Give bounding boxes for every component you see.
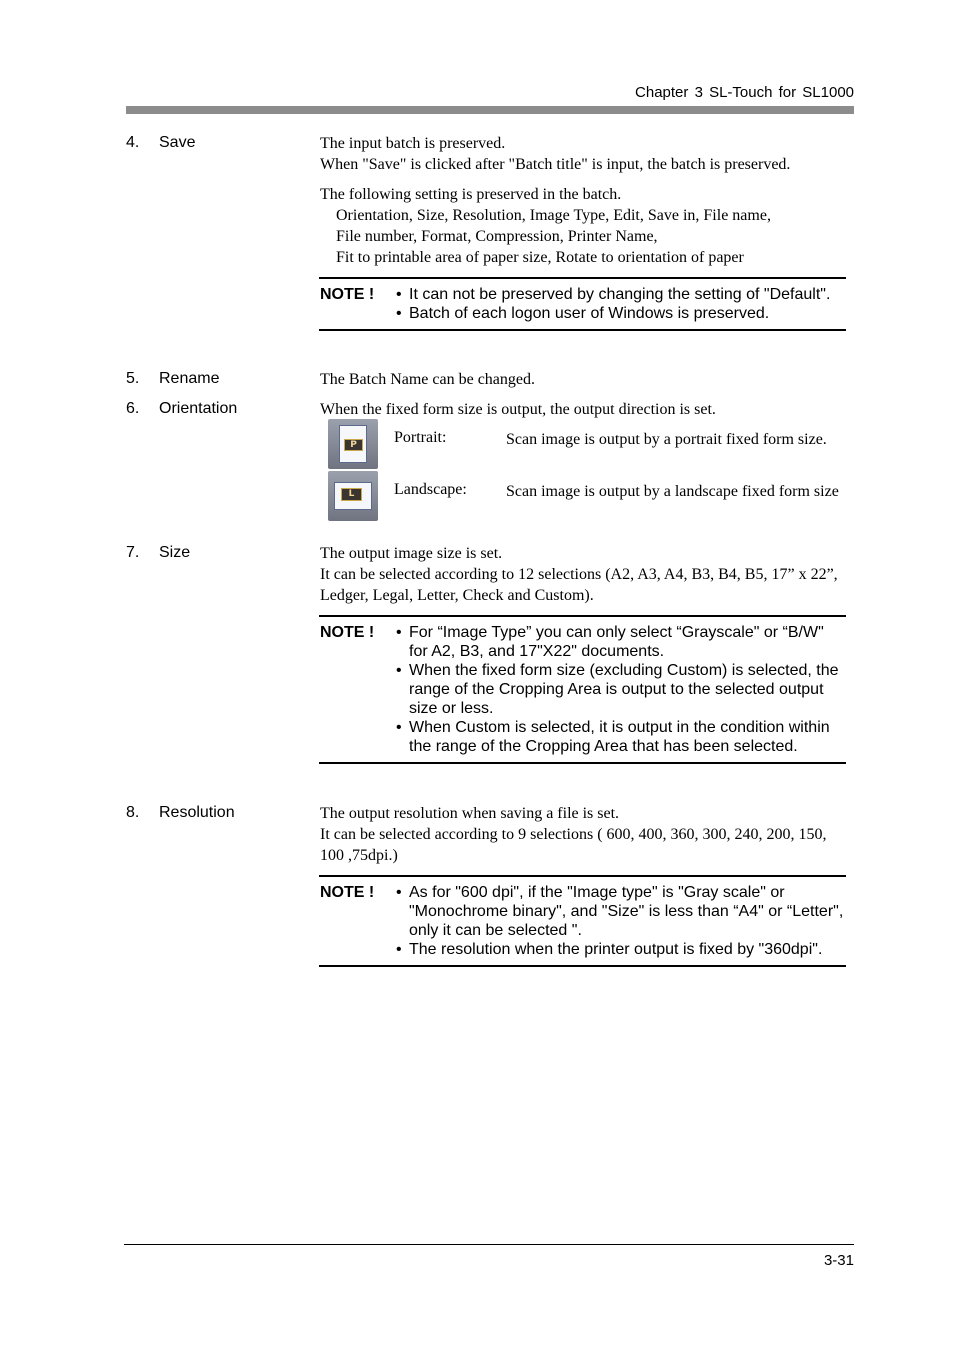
- save-desc-line: The following setting is preserved in the batch.: [320, 186, 622, 203]
- size-desc-line: The output image size is set.: [320, 545, 503, 562]
- chapter-header: Chapter 3 SL-Touch for SL1000: [635, 84, 854, 101]
- save-desc-line: The input batch is preserved.: [320, 135, 506, 152]
- resolution-description: [320, 803, 848, 866]
- section-number: 7.: [126, 544, 140, 561]
- note-label: NOTE !: [320, 884, 375, 901]
- note-item: • Batch of each logon user of Windows is preserved.: [396, 305, 770, 322]
- orientation-description: When the fixed form size is output, the output direction is set.: [320, 401, 716, 418]
- size-description: [320, 543, 848, 606]
- landscape-icon: L: [328, 471, 378, 521]
- orientation-option-portrait: [328, 419, 848, 469]
- section-heading-orientation: [126, 400, 237, 418]
- note-label: NOTE !: [320, 286, 375, 303]
- note-label: NOTE !: [320, 624, 375, 641]
- orientation-label: Landscape:: [394, 481, 467, 498]
- orientation-option-description: Scan image is output by a portrait fixed form size.: [506, 431, 827, 448]
- save-settings-line: Fit to printable area of paper size, Rotate to orientation of paper: [336, 249, 744, 266]
- header-bar: [126, 106, 854, 114]
- portrait-icon: P: [328, 419, 378, 469]
- save-description: [320, 133, 850, 268]
- footer-rule: [124, 1244, 854, 1245]
- orientation-option-description: Scan image is output by a landscape fixed form size: [506, 483, 839, 500]
- section-title: Orientation: [159, 400, 238, 417]
- resolution-note-box: [319, 875, 846, 967]
- section-number: 6.: [126, 400, 140, 417]
- rename-description: The Batch Name can be changed.: [320, 371, 536, 388]
- save-settings-line: Orientation, Size, Resolution, Image Type, Edit, Save in, File name,: [336, 207, 771, 224]
- save-desc-line: When "Save" is clicked after "Batch title" is input, the batch is preserved.: [320, 156, 791, 173]
- bullet-icon: •: [396, 719, 402, 736]
- note-item: • When Custom is selected, it is output in the condition within the range of the Cropping Area that has been selected.: [396, 719, 830, 755]
- resolution-desc-line: The output resolution when saving a file is set.: [320, 805, 620, 822]
- section-heading-save: [126, 134, 195, 152]
- bullet-icon: •: [396, 662, 402, 679]
- section-heading-size: [126, 544, 190, 562]
- bullet-icon: •: [396, 286, 402, 303]
- section-title: Save: [159, 134, 196, 151]
- section-title: Rename: [159, 370, 220, 387]
- note-item: • As for "600 dpi", if the "Image type" is "Gray scale" or "Monochrome binary", and "Size" is less than “A4" or “Letter", only it can be selected ".: [396, 884, 844, 939]
- section-title: Resolution: [159, 804, 235, 821]
- orientation-label: Portrait:: [394, 429, 447, 446]
- section-number: 5.: [126, 370, 140, 387]
- orientation-option-landscape: [328, 471, 848, 521]
- bullet-icon: •: [396, 884, 402, 901]
- note-item: • When the fixed form size (excluding Custom) is selected, the range of the Cropping Area is output to the selected output size or less.: [396, 662, 839, 717]
- note-item: • The resolution when the printer output is fixed by "360dpi".: [396, 941, 823, 958]
- save-settings-line: File number, Format, Compression, Printer Name,: [336, 228, 658, 245]
- bullet-icon: •: [396, 941, 402, 958]
- save-note-box: [319, 277, 846, 331]
- size-desc-line: It can be selected according to 12 selections (A2, A3, A4, B3, B4, B5, 17” x 22”, Ledger, Legal, Letter, Check and Custom).: [320, 566, 838, 604]
- bullet-icon: •: [396, 624, 402, 641]
- note-item: • For “Image Type” you can only select “Grayscale" or “B/W" for A2, B3, and 17"X22" documents.: [396, 624, 824, 660]
- section-heading-rename: [126, 370, 219, 388]
- bullet-icon: •: [396, 305, 402, 322]
- resolution-desc-line: It can be selected according to 9 selections ( 600, 400, 360, 300, 240, 200, 150, 100 ,75dpi.): [320, 826, 827, 864]
- page-number: 3-31: [823, 1252, 854, 1269]
- section-number: 8.: [126, 804, 140, 821]
- section-heading-resolution: [126, 804, 235, 822]
- section-title: Size: [159, 544, 191, 561]
- section-number: 4.: [126, 134, 140, 151]
- size-note-box: [319, 615, 846, 764]
- note-item: • It can not be preserved by changing the setting of "Default".: [396, 286, 831, 303]
